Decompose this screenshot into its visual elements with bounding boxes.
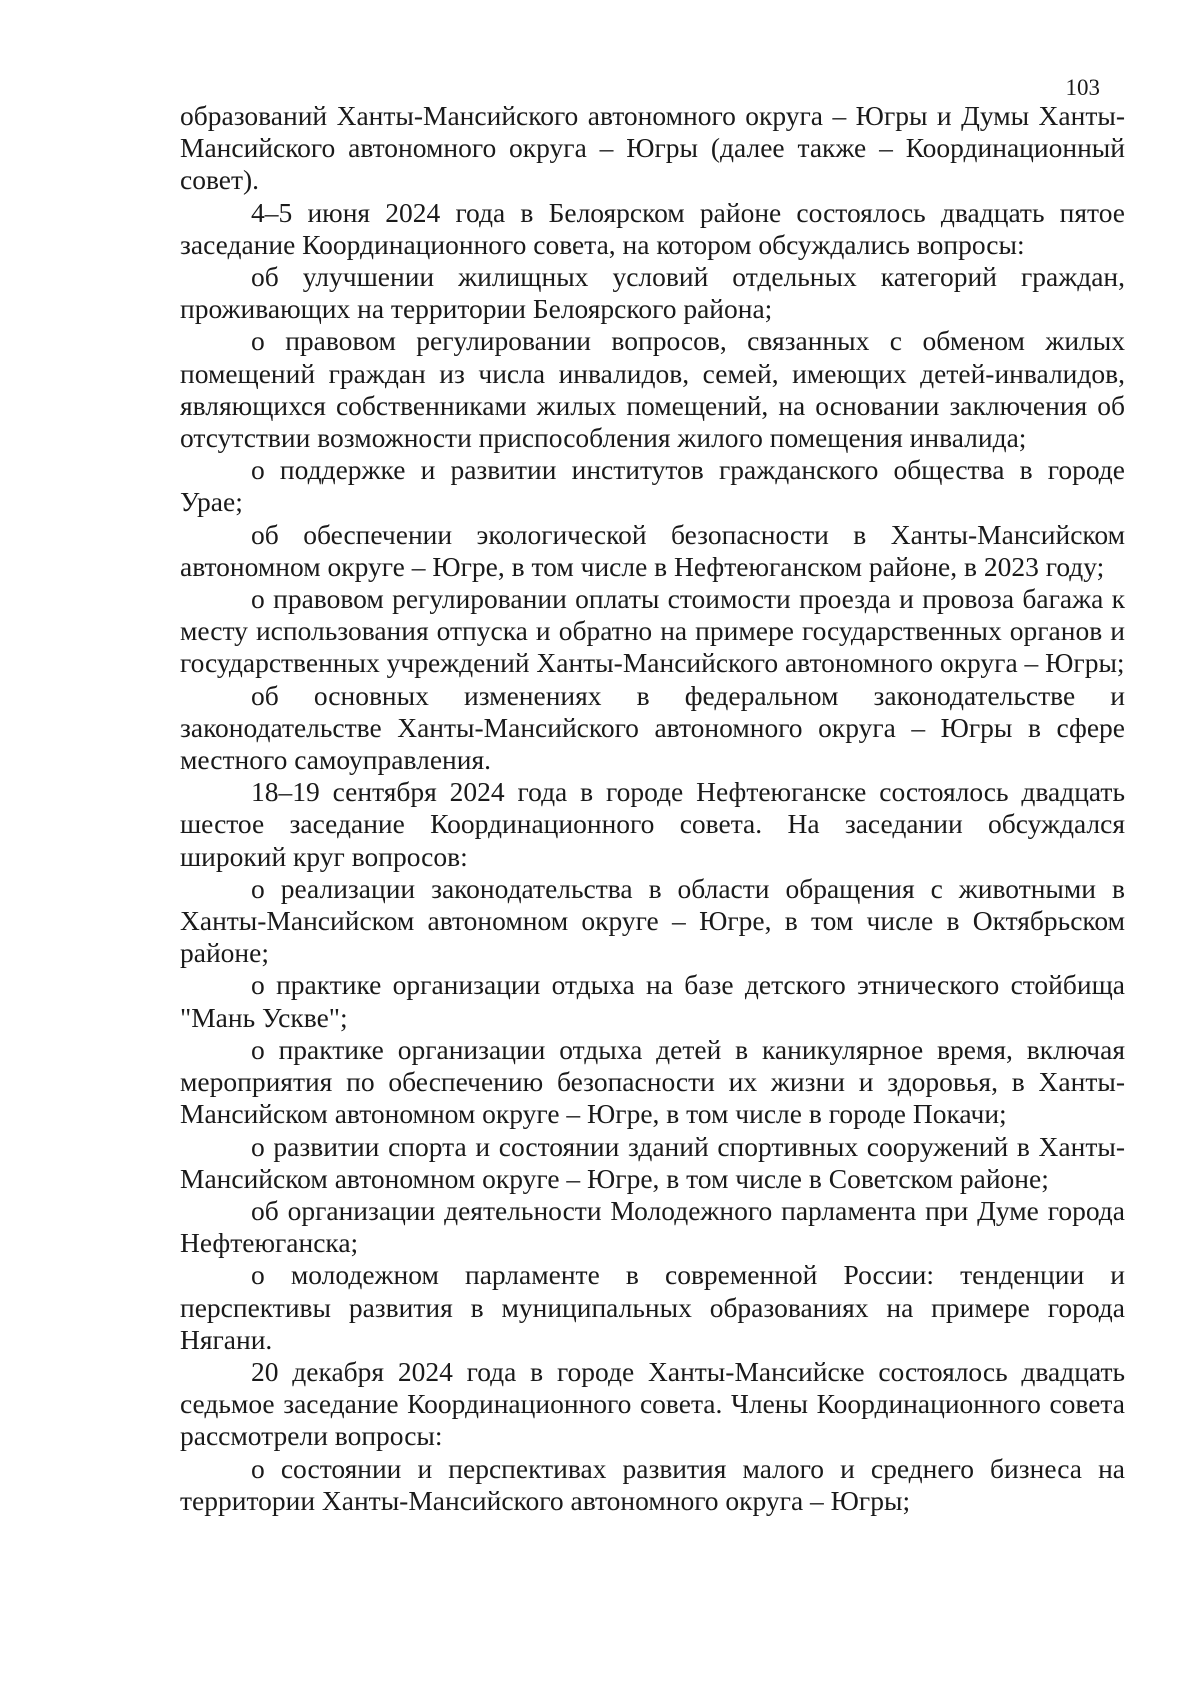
paragraph: 18–19 сентября 2024 года в городе Нефтеюганске состоялось двадцать шестое заседание Координационного совета. На заседании обсуждался широкий круг вопросов: <box>180 776 1125 872</box>
page-number: 103 <box>1065 75 1100 100</box>
paragraph: о состоянии и перспективах развития малого и среднего бизнеса на территории Ханты-Мансийского автономного округа – Югры; <box>180 1452 1125 1516</box>
paragraph: 20 декабря 2024 года в городе Ханты-Мансийске состоялось двадцать седьмое заседание Координационного совета. Члены Координационного совета рассмотрели вопросы: <box>180 1355 1125 1452</box>
paragraph: о молодежном парламенте в современной России: тенденции и перспективы развития в муниципальных образованиях на примере города Нягани. <box>180 1259 1125 1355</box>
paragraph: о правовом регулировании оплаты стоимости проезда и провоза багажа к месту использования отпуска и обратно на примере государственных органов и государственных учреждений Ханты-Мансийского автономного округа – Югры; <box>180 583 1125 679</box>
paragraph: образований Ханты-Мансийского автономного округа – Югры и Думы Ханты-Мансийского автономного округа – Югры (далее также – Координационный совет). <box>180 100 1125 196</box>
paragraph: о поддержке и развитии институтов гражданского общества в городе Урае; <box>180 454 1125 518</box>
document-body <box>180 100 1125 1517</box>
paragraph: о практике организации отдыха детей в каникулярное время, включая мероприятия по обеспечению безопасности их жизни и здоровья, в Ханты-Мансийском автономном округе – Югре, в том числе в городе Покачи; <box>180 1033 1125 1130</box>
paragraph: об обеспечении экологической безопасности в Ханты-Мансийском автономном округе – Югре, в том числе в Нефтеюганском районе, в 2023 году; <box>180 518 1125 582</box>
paragraph: 4–5 июня 2024 года в Белоярском районе состоялось двадцать пятое заседание Координационного совета, на котором обсуждались вопросы: <box>180 196 1125 260</box>
paragraph: об улучшении жилищных условий отдельных категорий граждан, проживающих на территории Белоярского района; <box>180 261 1125 325</box>
paragraph: о развитии спорта и состоянии зданий спортивных сооружений в Ханты-Мансийском автономном округе – Югре, в том числе в Советском районе; <box>180 1130 1125 1194</box>
paragraph: о реализации законодательства в области обращения с животными в Ханты-Мансийском автономном округе – Югре, в том числе в Октябрьском районе; <box>180 872 1125 969</box>
paragraph: об организации деятельности Молодежного парламента при Думе города Нефтеюганска; <box>180 1194 1125 1259</box>
paragraph: о практике организации отдыха на базе детского этнического стойбища "Мань Ускве"; <box>180 969 1125 1033</box>
paragraph: о правовом регулировании вопросов, связанных с обменом жилых помещений граждан из числа инвалидов, семей, имеющих детей-инвалидов, являющихся собственниками жилых помещений, на основании заключения об отсутствии возможности приспособления жилого помещения инвалида; <box>180 325 1125 454</box>
paragraph: об основных изменениях в федеральном законодательстве и законодательстве Ханты-Мансийского автономного округа – Югры в сфере местного самоуправления. <box>180 679 1125 776</box>
